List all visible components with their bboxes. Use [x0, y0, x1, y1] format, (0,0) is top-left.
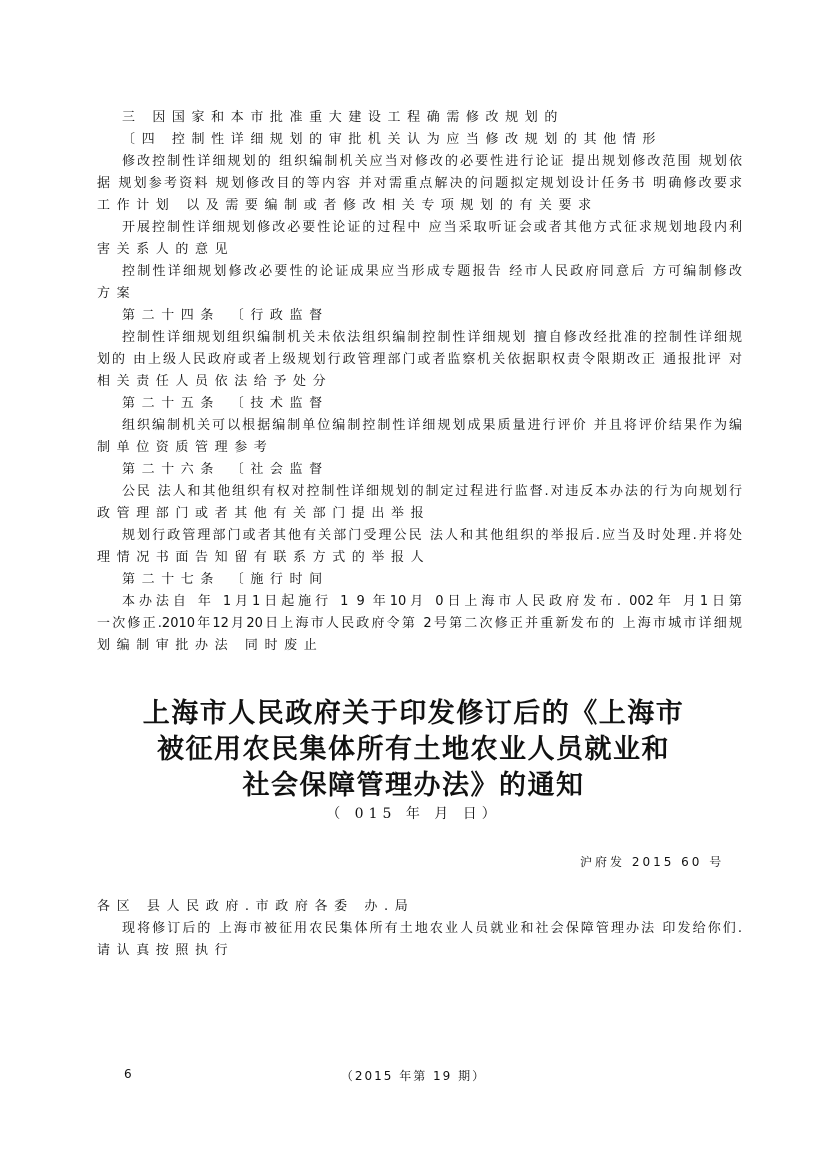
text-line: 制单位资质管理参考 — [97, 440, 274, 455]
text-line: 据 规划参考资料 规划修改目的等内容 并对需重点解决的问题拟定规划设计任务书 明确修改要求 — [97, 176, 742, 191]
text-line: 方案 — [97, 286, 137, 301]
text-line: 一次修正.2010年12月20日上海市人民政府令第 2号第二次修正并重新发布的 上海市城市详细规 — [97, 616, 742, 631]
regulation-body-text — [97, 107, 742, 657]
text-line: 公民 法人和其他组织有权对控制性详细规划的制定过程进行监督.对违反本办法的行为向规划行 — [122, 484, 742, 499]
text-line: 组织编制机关可以根据编制单位编制控制性详细规划成果质量进行评价 并且将评价结果作为编 — [122, 418, 742, 433]
text-line: 第二十六条 〔社会监督 — [122, 462, 329, 477]
notice-date: （ 015 年 月 日） — [326, 806, 501, 822]
text-line: 现将修订后的 上海市被征用农民集体所有土地农业人员就业和社会保障管理办法 印发给你们. — [122, 921, 742, 936]
document-number: 沪府发 2015 60 号 — [580, 855, 725, 869]
text-line: 第二十五条 〔技术监督 — [122, 396, 329, 411]
text-line: 请认真按照执行 — [97, 943, 235, 958]
text-line: 害关系人的意见 — [97, 242, 235, 257]
title-line: 被征用农民集体所有土地农业人员就业和 — [157, 734, 670, 765]
text-line: 开展控制性详细规划修改必要性论证的过程中 应当采取听证会或者其他方式征求规划地段内利 — [122, 220, 742, 235]
issue-label: （2015 年第 19 期） — [340, 1069, 487, 1083]
text-line: 政管理部门或者其他有关部门提出举报 — [97, 506, 431, 521]
text-line: 工作计划 以及需要编制或者修改相关专项规划的有关要求 — [97, 198, 598, 213]
page-number: 6 — [124, 1067, 132, 1081]
title-line: 社会保障管理办法》的通知 — [242, 770, 585, 801]
title-line: 上海市人民政府关于印发修订后的《上海市 — [142, 698, 685, 729]
notice-title — [0, 696, 827, 804]
text-line: 各区 县人民政府.市政府各委 办.局 — [97, 899, 415, 914]
text-line: 理情况书面告知留有联系方式的举报人 — [97, 550, 431, 565]
text-line: 〔四 控制性详细规划的审批机关认为应当修改规划的其他情形 — [122, 132, 662, 147]
text-line: 规划行政管理部门或者其他有关部门受理公民 法人和其他组织的举报后.应当及时处理.并将处 — [122, 528, 742, 543]
text-line: 本办法自 年 1月1日起施行 1 9 年10月 0日上海市人民政府发布. 002年 月1日第 — [122, 594, 742, 609]
text-line: 相关责任人员依法给予处分 — [97, 374, 333, 389]
text-line: 修改控制性详细规划的 组织编制机关应当对修改的必要性进行论证 提出规划修改范围 规划依 — [122, 154, 742, 169]
text-line: 划编制审批办法 同时废止 — [97, 638, 324, 653]
text-line: 第二十七条 〔施行时间 — [122, 572, 329, 587]
text-line: 三 因国家和本市批准重大建设工程确需修改规划的 — [122, 110, 564, 125]
text-line: 控制性详细规划修改必要性的论证成果应当形成专题报告 经市人民政府同意后 方可编制修改 — [122, 264, 742, 279]
text-line: 控制性详细规划组织编制机关未依法组织编制控制性详细规划 擅自修改经批准的控制性详细规 — [122, 330, 742, 345]
notice-body-text — [97, 896, 742, 962]
text-line: 划的 由上级人民政府或者上级规划行政管理部门或者监察机关依据职权责令限期改正 通报批评 对 — [97, 352, 742, 367]
text-line: 第二十四条 〔行政监督 — [122, 308, 329, 323]
